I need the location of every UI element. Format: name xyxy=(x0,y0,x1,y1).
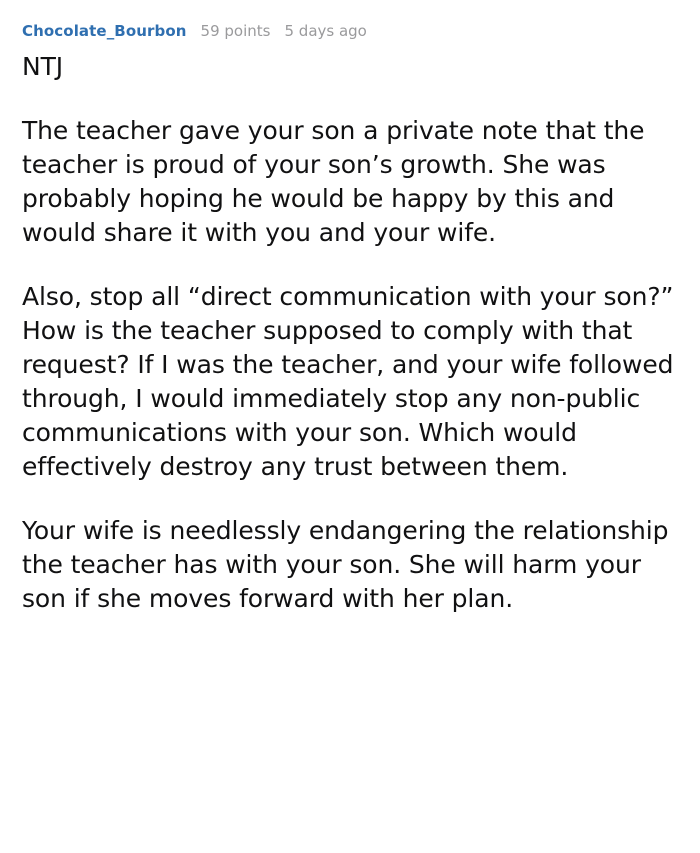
comment-body xyxy=(22,50,678,616)
comment-paragraph-2: Also, stop all “direct communication with your son?” How is the teacher supposed to comply with that request? If I was the teacher, and your wife followed through, I would immediately stop any non-public communications with your son. Which would effectively destroy any trust between them. xyxy=(22,282,674,481)
comment-timestamp: 5 days ago xyxy=(284,22,367,40)
comment-score: 59 points xyxy=(200,22,271,40)
comment-paragraph-1: The teacher gave your son a private note that the teacher is proud of your son’s growth. She was probably hoping he would be happy by this and would share it with you and your wife. xyxy=(22,116,645,247)
comment-paragraph-verdict: NTJ xyxy=(22,52,64,81)
comment-author[interactable]: Chocolate_Bourbon xyxy=(22,22,187,40)
comment-paragraph-3: Your wife is needlessly endangering the relationship the teacher has with your son. She will harm your son if she moves forward with her plan. xyxy=(22,516,669,613)
comment-meta xyxy=(22,22,678,40)
